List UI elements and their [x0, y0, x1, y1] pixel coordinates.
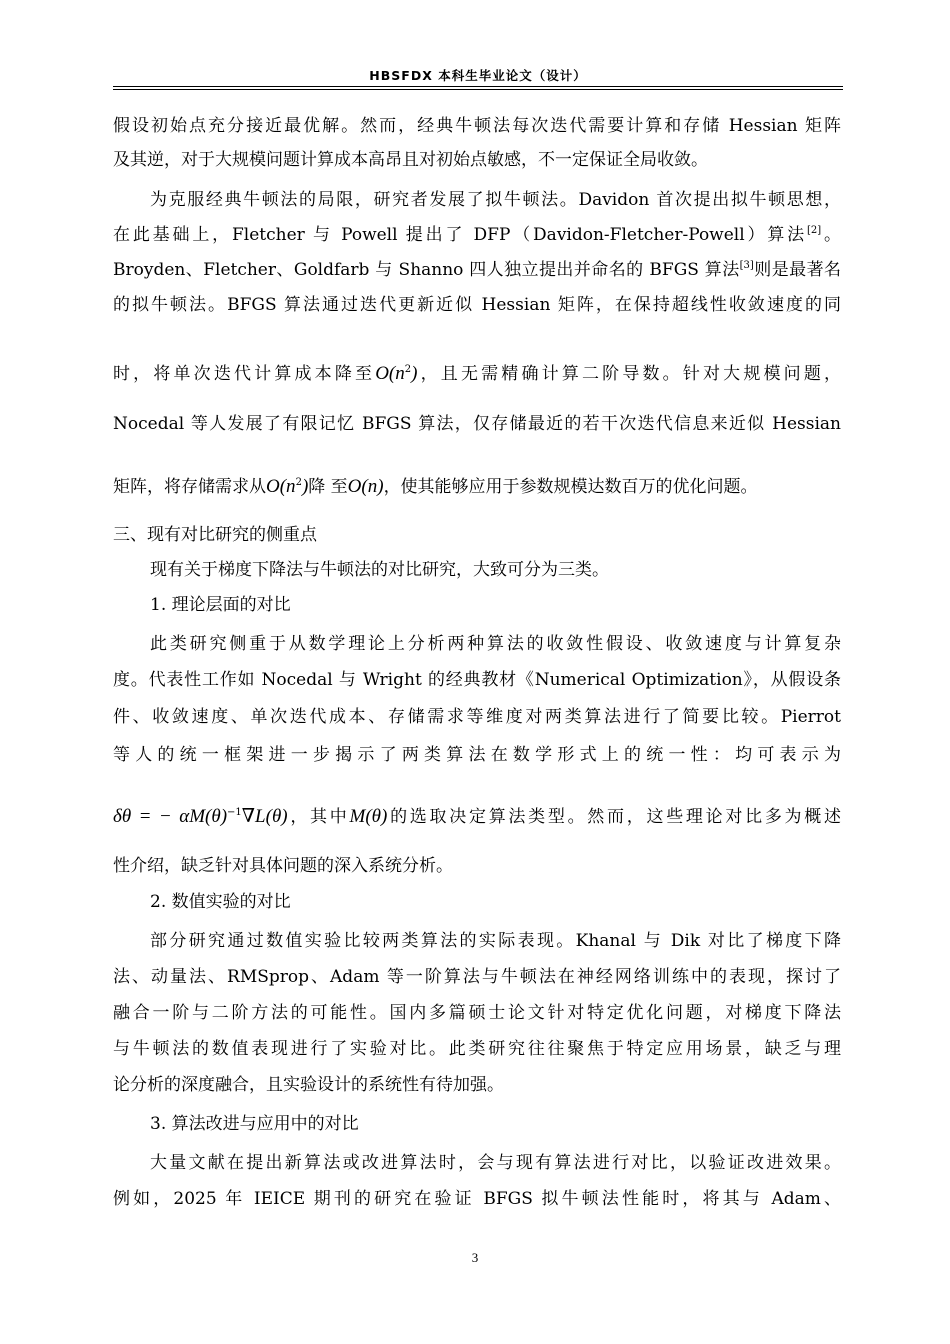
subsection-heading: 2. 数值实验的对比 — [150, 892, 291, 912]
paragraph-line: 大量文献在提出新算法或改进算法时，会与现有算法进行对比，以验证改进效果。 — [150, 1153, 841, 1173]
math-exponent: 2 — [404, 364, 412, 375]
math-exponent: −1 — [227, 807, 242, 818]
subsection-heading: 1. 理论层面的对比 — [150, 595, 291, 615]
text-span: Broyden、Fletcher、Goldfarb 与 Shanno 四人独立提出并命名的 BFGS 算法 — [113, 260, 740, 280]
text-span: ，其中 — [287, 807, 350, 827]
citation-ref: [3] — [739, 260, 754, 271]
header-rule-thick — [113, 86, 843, 87]
text-span: 则是最著名 — [753, 260, 841, 280]
text-span: ，且无需精确计算二阶导数。针对大规模问题， — [417, 364, 842, 384]
paragraph-line: 及其逆，对于大规模问题计算成本高昂且对初始点敏感，不一定保证全局收敛。 — [113, 150, 708, 170]
text-span: 。 — [821, 225, 842, 245]
math-expression: ) — [411, 363, 418, 384]
page-number: 3 — [471, 1250, 479, 1265]
math-expression: M(θ) — [349, 806, 388, 827]
text-span: 在此基础上，Fletcher 与 Powell 提出了 DFP（Davidon-Fletcher-Powell）算法 — [113, 225, 807, 245]
math-expression: ∇L(θ) — [241, 806, 288, 827]
section-heading: 三、现有对比研究的侧重点 — [113, 525, 317, 545]
math-expression: O(n — [375, 363, 405, 384]
paragraph-line: 融合一阶与二阶方法的可能性。国内多篇硕士论文针对特定优化问题，对梯度下降法 — [113, 1003, 841, 1023]
paragraph-line: 法、动量法、RMSprop、Adam 等一阶算法与牛顿法在神经网络训练中的表现，探讨了 — [113, 967, 841, 987]
header-rule-thin — [113, 89, 843, 90]
paragraph-line: 此类研究侧重于从数学理论上分析两种算法的收敛性假设、收敛速度与计算复杂 — [150, 634, 841, 654]
text-span: 的选取决定算法类型。然而，这些理论对比多为概述 — [387, 807, 842, 827]
running-header: HBSFDX 本科生毕业论文（设计） — [369, 68, 587, 83]
paragraph-line: 例如，2025 年 IEICE 期刊的研究在验证 BFGS 拟牛顿法性能时，将其与 Adam、 — [113, 1189, 841, 1209]
paragraph-line: 为克服经典牛顿法的局限，研究者发展了拟牛顿法。Davidon 首次提出拟牛顿思想， — [150, 190, 841, 210]
paragraph-line — [113, 801, 841, 833]
math-expression: ) — [301, 476, 309, 497]
paragraph-line — [113, 219, 841, 251]
text-span: ，使其能够应用于参数规模达数百万的优化问题。 — [383, 477, 758, 497]
citation-ref: [2] — [807, 225, 822, 236]
subsection-heading: 3. 算法改进与应用中的对比 — [150, 1114, 359, 1134]
paragraph-line — [113, 254, 841, 286]
paragraph-line: 假设初始点充分接近最优解。然而，经典牛顿法每次迭代需要计算和存储 Hessian 矩阵 — [113, 116, 841, 136]
paragraph-line: 论分析的深度融合，且实验设计的系统性有待加强。 — [113, 1075, 504, 1095]
paragraph-line: 件、收敛速度、单次迭代成本、存储需求等维度对两类算法进行了简要比较。Pierrot — [113, 707, 841, 727]
paragraph-line — [113, 471, 841, 503]
paragraph-line — [113, 358, 841, 390]
text-span: 矩阵，将存储需求从 — [113, 477, 266, 497]
paragraph-line: Nocedal 等人发展了有限记忆 BFGS 算法，仅存储最近的若干次迭代信息来近似 Hessian — [113, 414, 841, 434]
paragraph-line: 部分研究通过数值实验比较两类算法的实际表现。Khanal 与 Dik 对比了梯度下降 — [150, 931, 841, 951]
paragraph-line: 等人的统一框架进一步揭示了两类算法在数学形式上的统一性：均可表示为 — [113, 745, 841, 765]
paragraph-line: 的拟牛顿法。BFGS 算法通过迭代更新近似 Hessian 矩阵，在保持超线性收敛速度的同 — [113, 295, 841, 315]
math-expression: O(n) — [347, 476, 384, 497]
paragraph-line: 与牛顿法的数值表现进行了实验对比。此类研究往往聚焦于特定应用场景，缺乏与理 — [113, 1039, 841, 1059]
paragraph-line: 性介绍，缺乏针对具体问题的深入系统分析。 — [113, 856, 453, 876]
math-exponent: 2 — [295, 477, 302, 488]
math-expression: δθ = − αM(θ) — [113, 806, 228, 827]
text-span: 时，将单次迭代计算成本降至 — [113, 364, 376, 384]
paragraph-line: 现有关于梯度下降法与牛顿法的对比研究，大致可分为三类。 — [150, 560, 609, 580]
paragraph-line: 度。代表性工作如 Nocedal 与 Wright 的经典教材《Numerical Optimization》，从假设条 — [113, 670, 841, 690]
text-span: 降 至 — [308, 477, 348, 497]
math-expression: O(n — [266, 476, 296, 497]
